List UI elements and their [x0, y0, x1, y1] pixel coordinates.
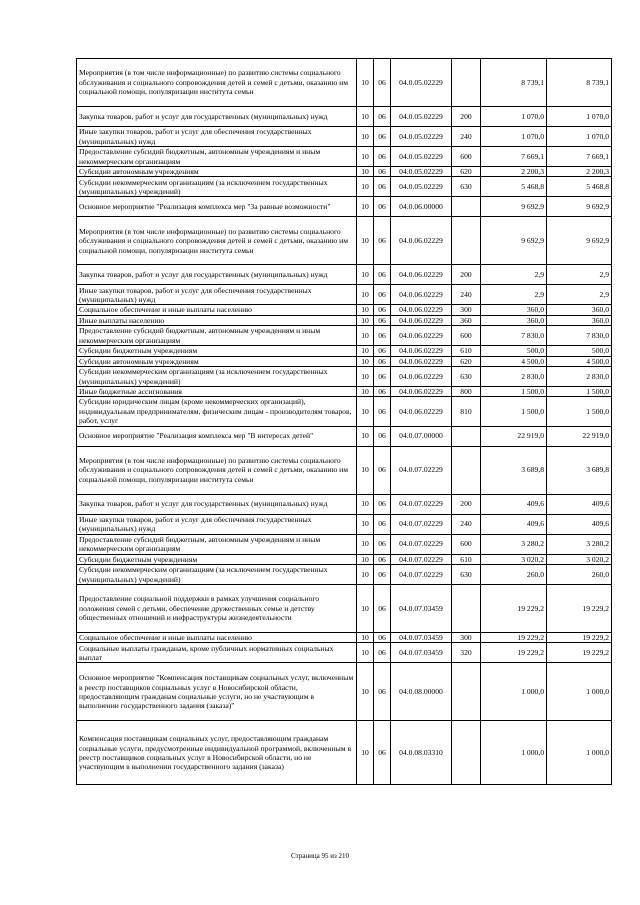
- row-expense-type-cell: [452, 197, 481, 217]
- row-name-cell: Предоставление субсидий бюджетным, автономным учреждениям и иным некоммерческим организациям: [77, 326, 357, 346]
- row-sum2-cell: 3 020,2: [547, 554, 612, 564]
- row-sum1-cell: 7 669,1: [481, 147, 547, 167]
- row-subsection-cell: 06: [374, 494, 391, 514]
- row-name-cell: Субсидии некоммерческим организациям (за исключением государственных (муниципальных) учреждений): [77, 177, 357, 197]
- row-subsection-cell: 06: [374, 326, 391, 346]
- row-subsection-cell: 06: [374, 285, 391, 305]
- row-section-cell: 10: [357, 346, 374, 356]
- row-sum1-cell: 22 919,0: [481, 426, 547, 446]
- page-footer: Страница 95 из 210: [291, 852, 349, 860]
- row-target-article-cell: 04.0.06.02229: [391, 265, 452, 285]
- row-sum1-cell: 1 070,0: [481, 107, 547, 127]
- row-sum2-cell: 3 689,8: [547, 446, 612, 494]
- table-row: [77, 147, 612, 167]
- row-sum1-cell: 409,6: [481, 494, 547, 514]
- table-row: [77, 217, 612, 265]
- row-subsection-cell: 06: [374, 514, 391, 534]
- row-sum2-cell: 2 830,0: [547, 367, 612, 387]
- table-row: [77, 494, 612, 514]
- budget-table-container: [76, 58, 611, 785]
- row-expense-type-cell: 200: [452, 265, 481, 285]
- row-target-article-cell: 04.0.08.00000: [391, 663, 452, 721]
- table-row: [77, 633, 612, 643]
- row-section-cell: 10: [357, 305, 374, 315]
- row-sum2-cell: 1 070,0: [547, 127, 612, 147]
- row-name-cell: Закупка товаров, работ и услуг для государственных (муниципальных) нужд: [77, 265, 357, 285]
- row-name-cell: Мероприятия (в том числе информационные) по развитию системы социального обслуживания и социального сопровождения детей и семей с детьми, оказанию им социальной помощи, популяризации института семьи: [77, 446, 357, 494]
- table-row: [77, 565, 612, 585]
- row-expense-type-cell: [452, 446, 481, 494]
- row-sum2-cell: 1 000,0: [547, 663, 612, 721]
- row-subsection-cell: 06: [374, 554, 391, 564]
- row-subsection-cell: 06: [374, 367, 391, 387]
- row-sum1-cell: 1 000,0: [481, 663, 547, 721]
- row-sum2-cell: 9 692,9: [547, 217, 612, 265]
- row-expense-type-cell: [452, 585, 481, 633]
- row-subsection-cell: 06: [374, 346, 391, 356]
- table-row: [77, 346, 612, 356]
- row-name-cell: Основное мероприятие "Компенсация поставщикам социальных услуг, включенным в реестр поставщиков социальных услуг в Новосибирской области, предоставляющим гражданам социальные услуги, но не участвующим в выполнении государственного задания (заказа)": [77, 663, 357, 721]
- row-section-cell: 10: [357, 565, 374, 585]
- row-subsection-cell: 06: [374, 426, 391, 446]
- row-subsection-cell: 06: [374, 565, 391, 585]
- row-section-cell: 10: [357, 426, 374, 446]
- row-expense-type-cell: 630: [452, 177, 481, 197]
- table-row: [77, 197, 612, 217]
- row-name-cell: Закупка товаров, работ и услуг для государственных (муниципальных) нужд: [77, 494, 357, 514]
- row-section-cell: 10: [357, 356, 374, 366]
- row-subsection-cell: 06: [374, 397, 391, 426]
- row-target-article-cell: 04.0.05.02229: [391, 147, 452, 167]
- table-row: [77, 534, 612, 554]
- row-target-article-cell: 04.0.07.02229: [391, 554, 452, 564]
- row-subsection-cell: 06: [374, 177, 391, 197]
- row-sum2-cell: 9 692,9: [547, 197, 612, 217]
- row-section-cell: 10: [357, 107, 374, 127]
- row-sum1-cell: 1 500,0: [481, 397, 547, 426]
- row-name-cell: Субсидии некоммерческим организациям (за исключением государственных (муниципальных) учреждений): [77, 565, 357, 585]
- row-sum2-cell: 1 500,0: [547, 387, 612, 397]
- row-expense-type-cell: 610: [452, 346, 481, 356]
- row-sum1-cell: 2,9: [481, 265, 547, 285]
- row-expense-type-cell: 800: [452, 387, 481, 397]
- row-section-cell: 10: [357, 197, 374, 217]
- row-target-article-cell: 04.0.06.02229: [391, 387, 452, 397]
- row-name-cell: Иные закупки товаров, работ и услуг для обеспечения государственных (муниципальных) нужд: [77, 127, 357, 147]
- budget-table-body: [77, 59, 612, 785]
- row-expense-type-cell: [452, 59, 481, 107]
- row-sum1-cell: 1 070,0: [481, 127, 547, 147]
- row-section-cell: 10: [357, 721, 374, 785]
- row-sum2-cell: 260,0: [547, 565, 612, 585]
- row-subsection-cell: 06: [374, 217, 391, 265]
- row-section-cell: 10: [357, 167, 374, 177]
- table-row: [77, 326, 612, 346]
- row-sum2-cell: 1 000,0: [547, 721, 612, 785]
- table-row: [77, 397, 612, 426]
- table-row: [77, 663, 612, 721]
- row-sum2-cell: 22 919,0: [547, 426, 612, 446]
- table-row: [77, 514, 612, 534]
- row-sum2-cell: 8 739,1: [547, 59, 612, 107]
- row-sum1-cell: 19 229,2: [481, 643, 547, 663]
- row-sum1-cell: 3 020,2: [481, 554, 547, 564]
- row-name-cell: Предоставление субсидий бюджетным, автономным учреждениям и иным некоммерческим организациям: [77, 147, 357, 167]
- row-section-cell: 10: [357, 127, 374, 147]
- row-sum1-cell: 7 830,0: [481, 326, 547, 346]
- row-sum1-cell: 5 468,8: [481, 177, 547, 197]
- table-row: [77, 285, 612, 305]
- row-subsection-cell: 06: [374, 265, 391, 285]
- row-expense-type-cell: 360: [452, 315, 481, 325]
- row-section-cell: 10: [357, 663, 374, 721]
- row-sum1-cell: 4 500,0: [481, 356, 547, 366]
- row-target-article-cell: 04.0.06.02229: [391, 285, 452, 305]
- row-section-cell: 10: [357, 633, 374, 643]
- row-target-article-cell: 04.0.07.02229: [391, 534, 452, 554]
- row-expense-type-cell: [452, 217, 481, 265]
- row-sum2-cell: 360,0: [547, 315, 612, 325]
- row-sum2-cell: 19 229,2: [547, 633, 612, 643]
- row-section-cell: 10: [357, 397, 374, 426]
- row-subsection-cell: 06: [374, 127, 391, 147]
- row-section-cell: 10: [357, 315, 374, 325]
- row-name-cell: Иные бюджетные ассигнования: [77, 387, 357, 397]
- table-row: [77, 167, 612, 177]
- row-target-article-cell: 04.0.06.02229: [391, 217, 452, 265]
- table-row: [77, 643, 612, 663]
- row-name-cell: Социальное обеспечение и иные выплаты населению: [77, 633, 357, 643]
- row-subsection-cell: 06: [374, 446, 391, 494]
- table-row: [77, 265, 612, 285]
- row-target-article-cell: 04.0.06.02229: [391, 367, 452, 387]
- row-target-article-cell: 04.0.07.03459: [391, 633, 452, 643]
- row-target-article-cell: 04.0.05.02229: [391, 107, 452, 127]
- table-row: [77, 426, 612, 446]
- row-target-article-cell: 04.0.07.02229: [391, 514, 452, 534]
- row-sum1-cell: 1 500,0: [481, 387, 547, 397]
- row-section-cell: 10: [357, 217, 374, 265]
- row-subsection-cell: 06: [374, 305, 391, 315]
- row-name-cell: Иные закупки товаров, работ и услуг для обеспечения государственных (муниципальных) нужд: [77, 285, 357, 305]
- row-expense-type-cell: 240: [452, 127, 481, 147]
- row-subsection-cell: 06: [374, 721, 391, 785]
- row-sum1-cell: 9 692,9: [481, 197, 547, 217]
- row-sum2-cell: 360,0: [547, 305, 612, 315]
- table-row: [77, 59, 612, 107]
- row-sum2-cell: 7 669,1: [547, 147, 612, 167]
- row-sum2-cell: 3 280,2: [547, 534, 612, 554]
- row-expense-type-cell: 320: [452, 643, 481, 663]
- row-sum2-cell: 7 830,0: [547, 326, 612, 346]
- row-sum2-cell: 4 500,0: [547, 356, 612, 366]
- row-section-cell: 10: [357, 585, 374, 633]
- row-sum1-cell: 2,9: [481, 285, 547, 305]
- table-row: [77, 585, 612, 633]
- row-expense-type-cell: 240: [452, 285, 481, 305]
- row-sum1-cell: 19 229,2: [481, 633, 547, 643]
- row-name-cell: Социальное обеспечение и иные выплаты населению: [77, 305, 357, 315]
- row-sum2-cell: 19 229,2: [547, 643, 612, 663]
- row-name-cell: Субсидии автономным учреждениям: [77, 167, 357, 177]
- row-sum1-cell: 500,0: [481, 346, 547, 356]
- row-sum2-cell: 409,6: [547, 514, 612, 534]
- row-sum2-cell: 1 070,0: [547, 107, 612, 127]
- row-sum2-cell: 2,9: [547, 265, 612, 285]
- table-row: [77, 107, 612, 127]
- row-subsection-cell: 06: [374, 633, 391, 643]
- row-expense-type-cell: 600: [452, 534, 481, 554]
- row-sum2-cell: 2,9: [547, 285, 612, 305]
- row-target-article-cell: 04.0.07.02229: [391, 446, 452, 494]
- row-expense-type-cell: [452, 663, 481, 721]
- row-name-cell: Мероприятия (в том числе информационные) по развитию системы социального обслуживания и социального сопровождения детей и семей с детьми, оказанию им социальной помощи, популяризации института семьи: [77, 217, 357, 265]
- row-section-cell: 10: [357, 387, 374, 397]
- row-name-cell: Субсидии юридическим лицам (кроме некоммерческих организаций), индивидуальным предпринимателям, физическим лицам - производителям товаров, работ, услуг: [77, 397, 357, 426]
- row-subsection-cell: 06: [374, 197, 391, 217]
- row-name-cell: Социальные выплаты гражданам, кроме публичных нормативных социальных выплат: [77, 643, 357, 663]
- row-target-article-cell: 04.0.06.02229: [391, 305, 452, 315]
- row-target-article-cell: 04.0.07.00000: [391, 426, 452, 446]
- row-target-article-cell: 04.0.06.02229: [391, 315, 452, 325]
- row-sum1-cell: 3 280,2: [481, 534, 547, 554]
- row-sum2-cell: 500,0: [547, 346, 612, 356]
- row-expense-type-cell: 200: [452, 494, 481, 514]
- row-name-cell: Субсидии некоммерческим организациям (за исключением государственных (муниципальных) учреждений): [77, 367, 357, 387]
- row-section-cell: 10: [357, 446, 374, 494]
- row-expense-type-cell: 600: [452, 326, 481, 346]
- row-target-article-cell: 04.0.05.02229: [391, 127, 452, 147]
- row-section-cell: 10: [357, 554, 374, 564]
- row-target-article-cell: 04.0.07.03459: [391, 643, 452, 663]
- row-target-article-cell: 04.0.06.02229: [391, 326, 452, 346]
- row-name-cell: Иные выплаты населению: [77, 315, 357, 325]
- row-name-cell: Мероприятия (в том числе информационные) по развитию системы социального обслуживания и социального сопровождения детей и семей с детьми, оказанию им социальной помощи, популяризации института семьи: [77, 59, 357, 107]
- table-row: [77, 356, 612, 366]
- row-subsection-cell: 06: [374, 147, 391, 167]
- row-sum2-cell: 409,6: [547, 494, 612, 514]
- row-section-cell: 10: [357, 494, 374, 514]
- row-subsection-cell: 06: [374, 663, 391, 721]
- row-sum1-cell: 360,0: [481, 305, 547, 315]
- table-row: [77, 305, 612, 315]
- table-row: [77, 554, 612, 564]
- row-target-article-cell: 04.0.05.02229: [391, 177, 452, 197]
- row-name-cell: Закупка товаров, работ и услуг для государственных (муниципальных) нужд: [77, 107, 357, 127]
- row-expense-type-cell: 810: [452, 397, 481, 426]
- row-name-cell: Предоставление субсидий бюджетным, автономным учреждениям и иным некоммерческим организациям: [77, 534, 357, 554]
- row-sum2-cell: 5 468,8: [547, 177, 612, 197]
- row-sum1-cell: 8 739,1: [481, 59, 547, 107]
- row-subsection-cell: 06: [374, 315, 391, 325]
- row-expense-type-cell: 240: [452, 514, 481, 534]
- row-sum1-cell: 9 692,9: [481, 217, 547, 265]
- row-subsection-cell: 06: [374, 585, 391, 633]
- row-section-cell: 10: [357, 514, 374, 534]
- row-section-cell: 10: [357, 326, 374, 346]
- row-expense-type-cell: 620: [452, 167, 481, 177]
- row-sum2-cell: 2 200,3: [547, 167, 612, 177]
- row-section-cell: 10: [357, 285, 374, 305]
- table-row: [77, 127, 612, 147]
- row-sum1-cell: 2 200,3: [481, 167, 547, 177]
- row-section-cell: 10: [357, 59, 374, 107]
- row-target-article-cell: 04.0.07.02229: [391, 494, 452, 514]
- row-sum1-cell: 360,0: [481, 315, 547, 325]
- table-row: [77, 315, 612, 325]
- row-sum1-cell: 3 689,8: [481, 446, 547, 494]
- row-sum2-cell: 1 500,0: [547, 397, 612, 426]
- row-target-article-cell: 04.0.06.02229: [391, 346, 452, 356]
- row-expense-type-cell: 630: [452, 565, 481, 585]
- row-target-article-cell: 04.0.06.02229: [391, 397, 452, 426]
- budget-table: [76, 58, 612, 785]
- row-sum1-cell: 409,6: [481, 514, 547, 534]
- row-subsection-cell: 06: [374, 356, 391, 366]
- row-section-cell: 10: [357, 265, 374, 285]
- row-sum1-cell: 1 000,0: [481, 721, 547, 785]
- table-row: [77, 446, 612, 494]
- row-subsection-cell: 06: [374, 59, 391, 107]
- row-name-cell: Субсидии бюджетным учреждениям: [77, 554, 357, 564]
- row-subsection-cell: 06: [374, 387, 391, 397]
- row-name-cell: Субсидии бюджетным учреждениям: [77, 346, 357, 356]
- row-sum1-cell: 2 830,0: [481, 367, 547, 387]
- row-target-article-cell: 04.0.05.02229: [391, 167, 452, 177]
- row-expense-type-cell: 200: [452, 107, 481, 127]
- row-expense-type-cell: 300: [452, 305, 481, 315]
- row-subsection-cell: 06: [374, 107, 391, 127]
- row-target-article-cell: 04.0.07.02229: [391, 565, 452, 585]
- table-row: [77, 721, 612, 785]
- row-sum1-cell: 260,0: [481, 565, 547, 585]
- row-name-cell: Предоставление социальной поддержки в рамках улучшения социального положения семей с детьми, обеспечение дружественных семье и детству общественных отношений и инфраструктуры жизнедеятельности: [77, 585, 357, 633]
- row-expense-type-cell: 600: [452, 147, 481, 167]
- row-expense-type-cell: 300: [452, 633, 481, 643]
- row-subsection-cell: 06: [374, 167, 391, 177]
- row-subsection-cell: 06: [374, 534, 391, 554]
- row-target-article-cell: 04.0.08.03310: [391, 721, 452, 785]
- row-expense-type-cell: 610: [452, 554, 481, 564]
- row-name-cell: Основное мероприятие "Реализация комплекса мер "В интересах детей": [77, 426, 357, 446]
- row-expense-type-cell: [452, 721, 481, 785]
- row-section-cell: 10: [357, 147, 374, 167]
- row-section-cell: 10: [357, 367, 374, 387]
- table-row: [77, 387, 612, 397]
- row-section-cell: 10: [357, 534, 374, 554]
- row-name-cell: Субсидии автономным учреждениям: [77, 356, 357, 366]
- row-sum1-cell: 19 229,2: [481, 585, 547, 633]
- row-section-cell: 10: [357, 177, 374, 197]
- table-row: [77, 367, 612, 387]
- row-expense-type-cell: 620: [452, 356, 481, 366]
- row-name-cell: Иные закупки товаров, работ и услуг для обеспечения государственных (муниципальных) нужд: [77, 514, 357, 534]
- table-row: [77, 177, 612, 197]
- row-sum2-cell: 19 229,2: [547, 585, 612, 633]
- row-expense-type-cell: [452, 426, 481, 446]
- row-name-cell: Компенсация поставщикам социальных услуг, предоставляющим гражданам социальные услуги, предусмотренные индивидуальной программой, включенным в реестр поставщиков социальных услуг в Новосибирской области, но не участвующим в выполнении государственного задания (заказа): [77, 721, 357, 785]
- row-target-article-cell: 04.0.07.03459: [391, 585, 452, 633]
- row-target-article-cell: 04.0.05.02229: [391, 59, 452, 107]
- row-section-cell: 10: [357, 643, 374, 663]
- row-expense-type-cell: 630: [452, 367, 481, 387]
- row-target-article-cell: 04.0.06.00000: [391, 197, 452, 217]
- row-subsection-cell: 06: [374, 643, 391, 663]
- row-name-cell: Основное мероприятие "Реализация комплекса мер "За равные возможности": [77, 197, 357, 217]
- row-target-article-cell: 04.0.06.02229: [391, 356, 452, 366]
